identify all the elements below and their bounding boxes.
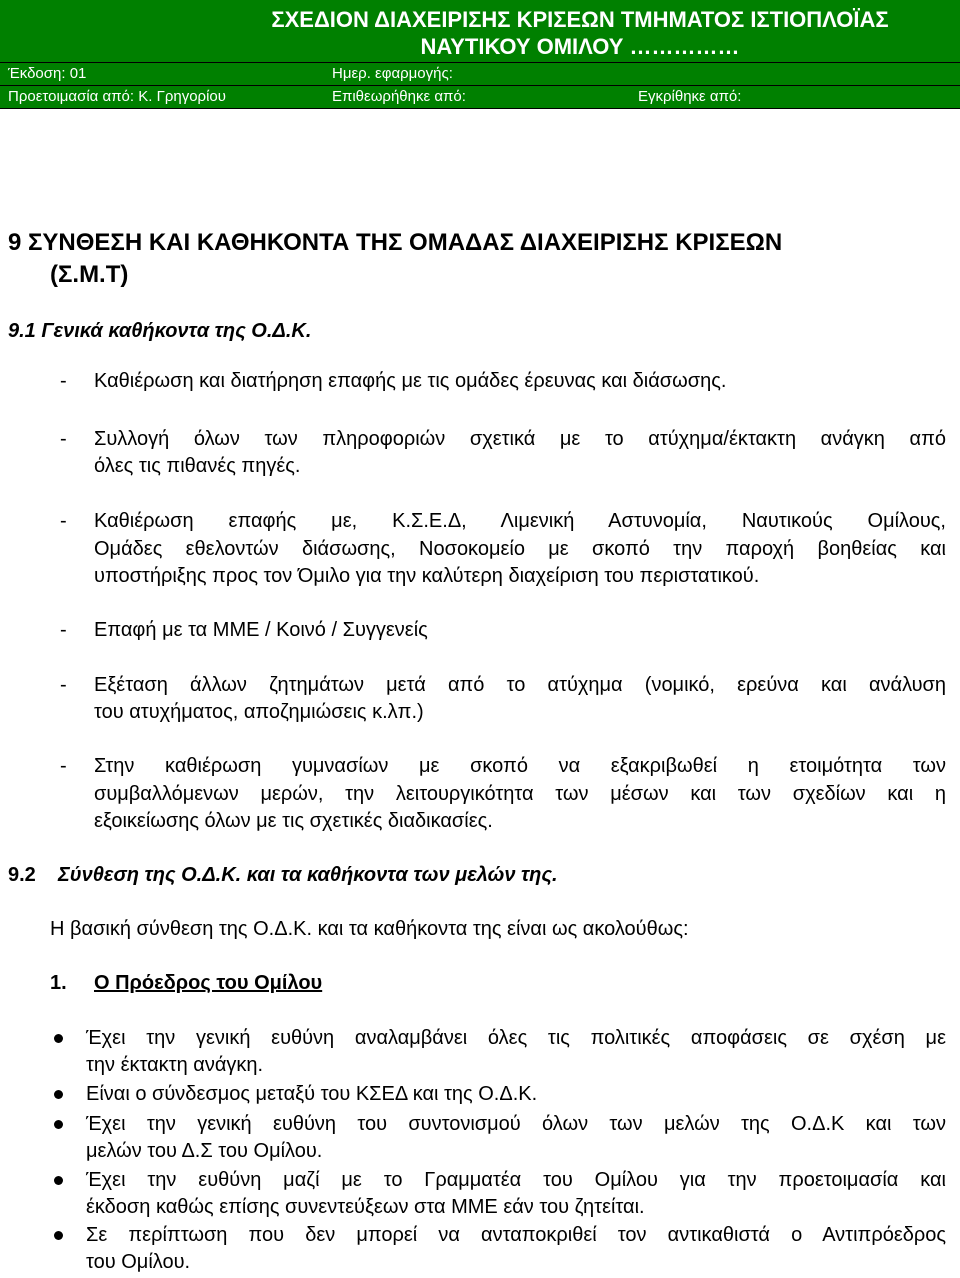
bullet-icon xyxy=(54,1231,63,1240)
duty-item: Επαφή με τα ΜΜΕ / Κοινό / Συγγενείς xyxy=(94,619,428,641)
dash-marker: - xyxy=(60,510,67,532)
header-row-signoff xyxy=(0,86,960,108)
dash-marker: - xyxy=(60,674,67,696)
duty-item-line: εξοικείωσης όλων με τις σχετικές διαδικασίες. xyxy=(94,810,493,832)
duty-bullet-line: Είναι ο σύνδεσμος μεταξύ του ΚΣΕΔ και της Ο.Δ.Κ. xyxy=(86,1083,538,1105)
header-row-edition xyxy=(0,63,960,85)
prepared-by-label: Προετοιμασία από: Κ. Γρηγορίου xyxy=(8,88,226,105)
document-header xyxy=(0,0,960,111)
member-number: 1. xyxy=(50,972,67,994)
bullet-icon xyxy=(54,1090,63,1099)
duty-bullet-line: Έχει την γενική ευθύνη του συντονισμού όλων των μελών της Ο.Δ.Κ και των xyxy=(86,1113,946,1135)
header-title-line1: ΣΧΕΔΙΟΝ ΔΙΑΧΕΙΡΙΣΗΣ ΚΡΙΣΕΩΝ ΤΜΗΜΑΤΟΣ ΙΣΤΙΟΠΛΟΪΑΣ xyxy=(271,7,889,32)
section-heading-line1: 9 ΣΥΝΘΕΣΗ ΚΑΙ ΚΑΘΗΚΟΝΤΑ ΤΗΣ ΟΜΑΔΑΣ ΔΙΑΧΕΙΡΙΣΗΣ ΚΡΙΣΕΩΝ xyxy=(8,229,783,256)
duty-item-line: Εξέταση άλλων ζητημάτων μετά από το ατύχημα (νομικό, ερεύνα και ανάλυση xyxy=(94,674,946,696)
duty-item: Καθιέρωση και διατήρηση επαφής με τις ομάδες έρευνας και διάσωσης. xyxy=(94,370,727,392)
reviewed-by-label: Επιθεωρήθηκε από: xyxy=(332,88,466,105)
duty-bullet-line: έκδοση καθώς επίσης συνεντεύξεων στα ΜΜΕ εάν του ζητείται. xyxy=(86,1196,645,1218)
subsection-9-1-heading: 9.1 Γενικά καθήκοντα της Ο.Δ.Κ. xyxy=(8,320,312,342)
apply-date-label: Ημερ. εφαρμογής: xyxy=(332,65,453,82)
dash-marker: - xyxy=(60,755,67,777)
duty-bullet-line: Σε περίπτωση που δεν μπορεί να ανταποκριθεί τον αντικαθιστά ο Αντιπρόεδρος xyxy=(86,1224,946,1246)
duty-bullet-line: του Ομίλου. xyxy=(86,1251,191,1273)
header-divider xyxy=(0,108,960,109)
duty-item-line: του ατυχήματος, αποζημιώσεις κ.λπ.) xyxy=(94,701,424,723)
bullet-icon xyxy=(54,1120,63,1129)
duty-bullet-line: την έκτακτη ανάγκη. xyxy=(86,1054,264,1076)
bullet-icon xyxy=(54,1034,63,1043)
dash-marker: - xyxy=(60,370,67,392)
header-title-line2: ΝΑΥΤΙΚΟΥ ΟΜΙΛΟΥ …………… xyxy=(420,34,740,59)
duty-bullet-line: Έχει την ευθύνη μαζί με το Γραμματέα του Ομίλου για την προετοιμασία και xyxy=(86,1169,946,1191)
duty-bullet-line: Έχει την γενική ευθύνη αναλαμβάνει όλες τις πολιτικές αποφάσεις σε σχέση με xyxy=(86,1027,946,1049)
duty-item-line: Ομάδες εθελοντών διάσωσης, Νοσοκομείο με σκοπό την παροχή βοηθείας και xyxy=(94,538,946,560)
subsection-9-2-title: Σύνθεση της Ο.Δ.Κ. και τα καθήκοντα των μελών της. xyxy=(58,864,558,886)
subsection-9-2-number: 9.2 xyxy=(8,864,36,886)
bullet-icon xyxy=(54,1176,63,1185)
duty-item-line: Στην καθιέρωση γυμνασίων με σκοπό να εξακριβωθεί η ετοιμότητα των xyxy=(94,755,946,777)
header-title xyxy=(0,0,960,62)
dash-marker: - xyxy=(60,619,67,641)
duty-item-line: συμβαλλόμενων μερών, την λειτουργικότητα των μέσων και των σχεδίων και η xyxy=(94,783,946,805)
dash-marker: - xyxy=(60,428,67,450)
duty-bullet-line: μελών του Δ.Σ του Ομίλου. xyxy=(86,1140,323,1162)
member-title: Ο Πρόεδρος του Ομίλου xyxy=(94,972,323,994)
duty-item-line: Συλλογή όλων των πληροφοριών σχετικά με το ατύχημα/έκτακτη ανάγκη από xyxy=(94,428,946,450)
section-heading-line2: (Σ.Μ.Τ) xyxy=(50,261,129,288)
duty-item-line: υποστήριξης προς τον Όμιλο για την καλύτερη διαχείριση του περιστατικού. xyxy=(94,565,760,587)
edition-label: Έκδοση: 01 xyxy=(8,65,87,82)
composition-intro: Η βασική σύνθεση της Ο.Δ.Κ. και τα καθήκοντα της είναι ως ακολούθως: xyxy=(50,918,689,940)
duty-item-line: Καθιέρωση επαφής με, Κ.Σ.Ε.Δ, Λιμενική Αστυνομία, Ναυτικούς Ομίλους, xyxy=(94,510,946,532)
approved-by-label: Εγκρίθηκε από: xyxy=(638,88,742,105)
duty-item-line: όλες τις πιθανές πηγές. xyxy=(94,455,301,477)
